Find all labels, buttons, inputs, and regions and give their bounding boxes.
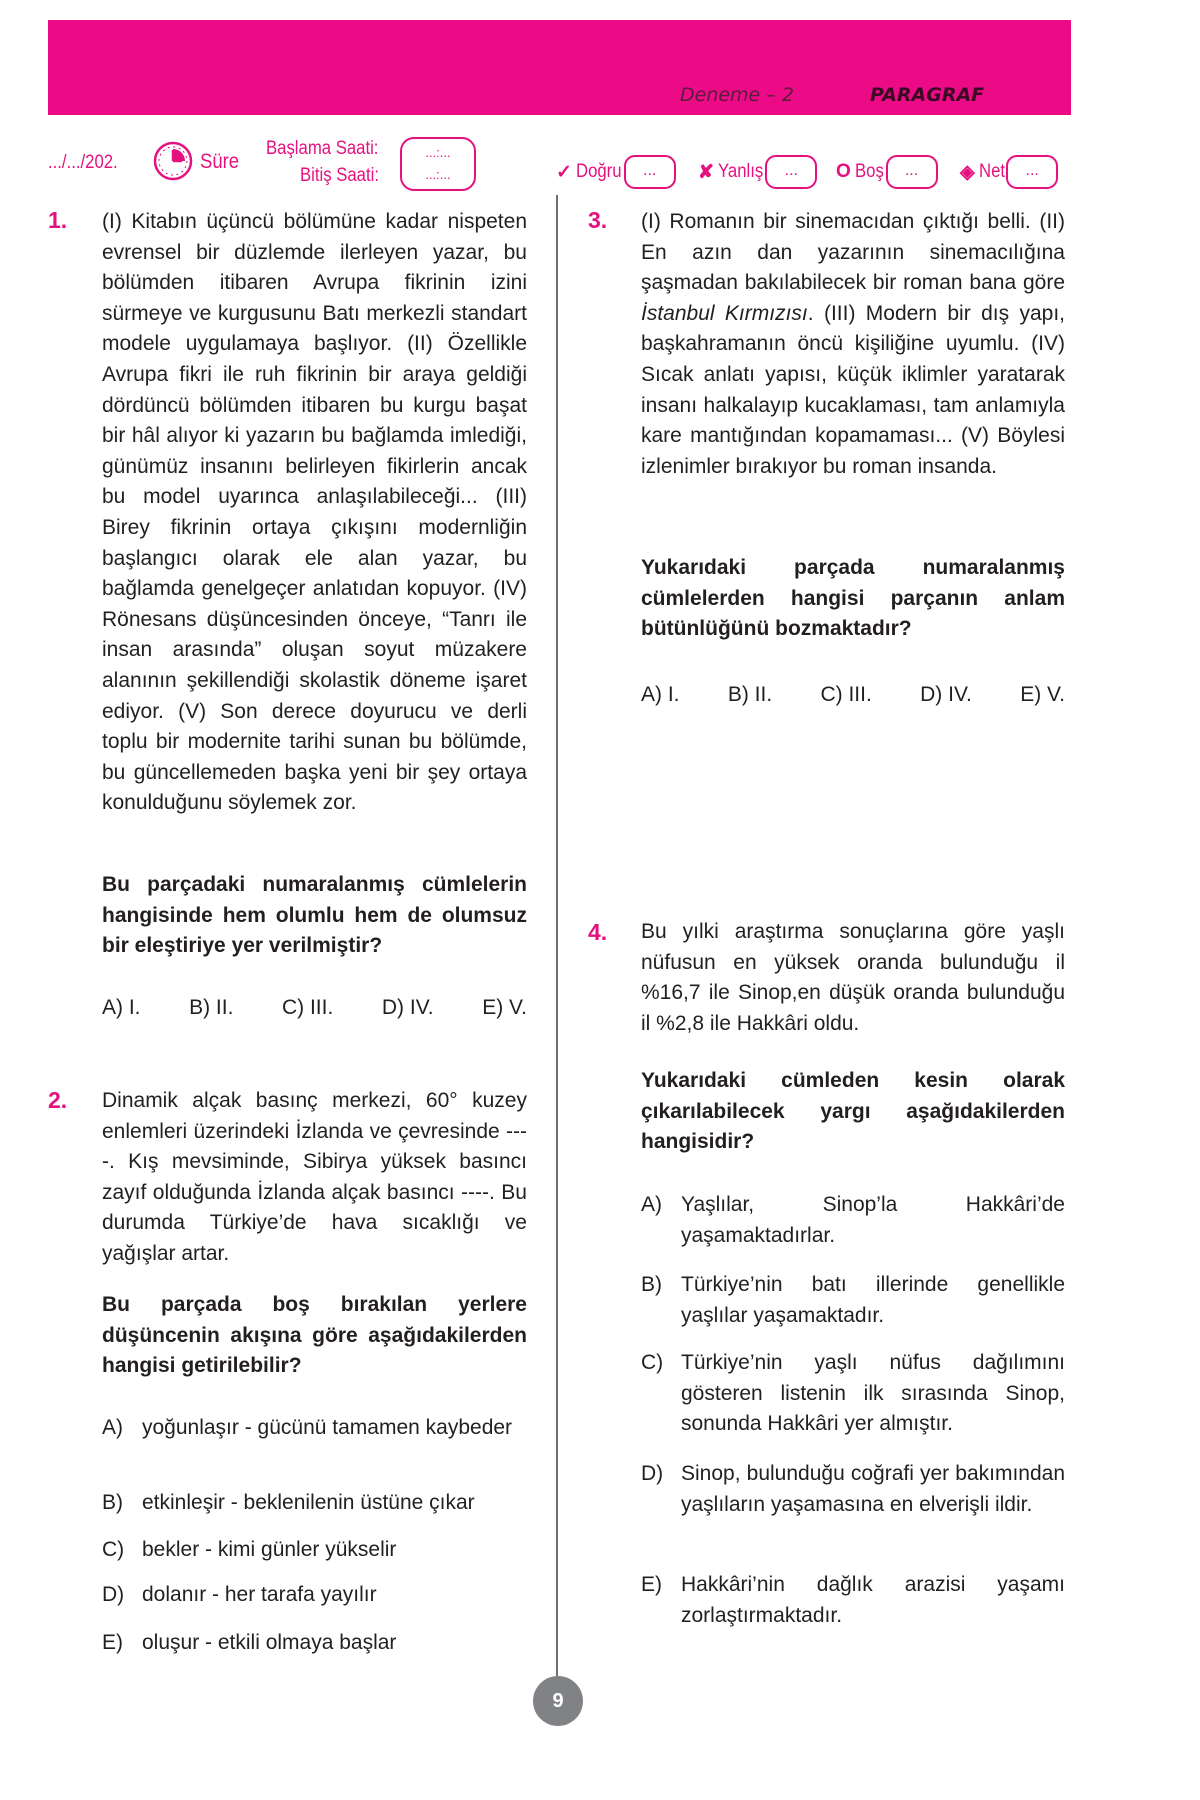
check-icon: ✓: [556, 161, 572, 183]
option-letter: E): [641, 1573, 662, 1596]
clock-icon: [152, 140, 194, 182]
empty-label: Boş: [854, 161, 884, 182]
end-time-label: Bitiş Saati:: [300, 165, 379, 186]
option-text: Türkiye’nin batı illerinde genellikle yaşlılar yaşamaktadır.: [681, 1273, 1065, 1327]
option-d[interactable]: D) IV.: [920, 683, 972, 706]
option-text: Yaşlılar, Sinop’la Hakkâri’de yaşamaktadırlar.: [681, 1193, 1065, 1247]
question-stem: Yukarıdaki parçada numaralanmış cümlelerden hangisi parçanın anlam bütünlüğünü bozmaktadır?: [641, 556, 1065, 641]
answer-options: [102, 996, 527, 1020]
circle-icon: O: [836, 161, 851, 182]
wrong-count-box[interactable]: ...: [765, 155, 817, 189]
net-count-box[interactable]: ...: [1006, 155, 1058, 189]
option-letter: D): [102, 1583, 125, 1606]
option-text: oluşur - etkili olmaya başlar: [142, 1631, 397, 1654]
correct-label: Doğru: [575, 161, 622, 182]
option-c[interactable]: [641, 1348, 1065, 1440]
question-number: 1.: [48, 207, 68, 233]
cross-icon: ✘: [698, 161, 714, 183]
option-text: Hakkâri’nin dağlık arazisi yaşamı zorlaştırmaktadır.: [681, 1573, 1065, 1627]
question-stem: Bu parçadaki numaralanmış cümlelerin hangisinde hem olumlu hem de olumsuz bir eleştiriye yer verilmiştir?: [102, 873, 527, 958]
score-correct: [556, 153, 676, 191]
option-text: etkinleşir - beklenilenin üstüne çıkar: [142, 1491, 475, 1514]
option-letter: A): [102, 1416, 123, 1439]
option-d[interactable]: [641, 1459, 1065, 1520]
option-e[interactable]: E) V.: [482, 996, 527, 1019]
option-b[interactable]: [102, 1488, 527, 1519]
option-letter: D): [641, 1462, 664, 1485]
option-e[interactable]: [102, 1628, 527, 1659]
option-d[interactable]: [102, 1580, 527, 1611]
novel-title: İstanbul Kırmızısı: [641, 301, 808, 325]
end-time-field[interactable]: ...:...: [425, 167, 451, 182]
option-letter: A): [641, 1193, 662, 1216]
question-stem: Bu parçada boş bırakılan yerlere düşüncenin akışına göre aşağıdakilerden hangisi getirilebilir?: [102, 1293, 527, 1378]
question-paragraph: Dinamik alçak basınç merkezi, 60° kuzey enlemleri üzerindeki İzlanda ve çevresinde ----. Kış mevsiminde, Sibirya yüksek basıncı zayıf olduğunda İzlanda alçak basıncı ----. Bu durumda Türkiye’de hava sıcaklığı ve yağışlar artar.: [102, 1089, 527, 1265]
question-number: 2.: [48, 1087, 68, 1113]
option-letter: C): [102, 1538, 125, 1561]
net-icon: ◈: [960, 161, 975, 183]
start-time-field[interactable]: ...:...: [425, 145, 451, 160]
correct-count-box[interactable]: ...: [624, 155, 676, 189]
option-letter: B): [102, 1491, 123, 1514]
net-label: Net: [978, 161, 1005, 182]
question-stem: Yukarıdaki cümleden kesin olarak çıkarılabilecek yargı aşağıdakilerden hangisidir?: [641, 1069, 1065, 1154]
empty-count-box[interactable]: ...: [886, 155, 938, 189]
question-paragraph: [641, 207, 1065, 482]
option-e[interactable]: [641, 1570, 1065, 1631]
option-b[interactable]: B) II.: [189, 996, 234, 1019]
score-empty: [836, 153, 938, 191]
topic-label: PARAGRAF: [870, 84, 985, 106]
date-field: .../.../202.: [48, 152, 118, 173]
option-text: dolanır - her tarafa yayılır: [142, 1583, 377, 1606]
score-wrong: [698, 153, 817, 191]
option-c[interactable]: [102, 1535, 527, 1566]
column-divider: [556, 195, 558, 1690]
duration-label: Süre: [200, 150, 240, 173]
option-a[interactable]: A) I.: [102, 996, 141, 1019]
option-b[interactable]: B) II.: [727, 683, 773, 706]
option-b[interactable]: [641, 1270, 1065, 1331]
page-number: 9: [533, 1676, 583, 1726]
option-letter: C): [641, 1351, 664, 1374]
option-text: Sinop, bulunduğu coğrafi yer bakımından yaşlıların yaşamasına en elverişli ildir.: [681, 1462, 1065, 1516]
paragraph-text-part: (I) Romanın bir sinemacıdan çıktığı belli. (II) En azın dan yazarının sinemacılığına şaşmadan bakılabilecek bir roman bana göre: [641, 210, 1065, 295]
time-entry-box[interactable]: [400, 137, 476, 191]
question-paragraph: (I) Kitabın üçüncü bölümüne kadar nispeten evrensel bir düzlemde ilerleyen yazar, bu bölümden itibaren Avrupa fikrinin izini sürmeye ve kurgusunu Batı merkezli standart modele uygulamaya başlıyor. (II) Özellikle Avrupa fikri ile ruh fikrinin bir araya geldiği dördüncü bölümden itibaren bu kurgu başat bir hâl alıyor ki yazarın bu bağlamda imlediği, günümüz insanını belirleyen fikirlerin ancak bu model uyarınca anlaşılabileceği... (III) Birey fikrinin ortaya çıkışını modernliğin başlangıcı olarak ele alan yazar, bu bağlamda genelgeçer anlatıdan kopuyor. (IV) Rönesans düşüncesinden önceye, “Tanrı ile insan arasında” oluşan soyut müzakere alanının şekillendiği skolastik döneme işaret ediyor. (V) Son derece doyurucu ve derli toplu bir modernite tarihi sunan bu bölümde, bu güncellemeden başka yeni bir şey ortaya konulduğunu söylemek zor.: [102, 210, 527, 815]
paragraph-text-part: . (III) Modern bir dış yapı, başkahramanın öncü kişiliğine uyumlu. (IV) Sıcak anlatı yapısı, küçük iklimler yaratarak insanı halkalayıp kucaklaması, tam anlamıyla kare mantığından kopamaması... (V) Böylesi izlenimler bırakıyor bu roman insanda.: [641, 301, 1065, 478]
score-net: [960, 153, 1058, 191]
option-text: bekler - kimi günler yükselir: [142, 1538, 397, 1561]
question-number: 4.: [588, 919, 608, 945]
option-a[interactable]: A) I.: [641, 683, 680, 706]
option-letter: B): [641, 1273, 662, 1296]
option-a[interactable]: [641, 1190, 1065, 1251]
option-e[interactable]: E) V.: [1020, 683, 1065, 706]
option-letter: E): [102, 1631, 123, 1654]
option-c[interactable]: C) III.: [820, 683, 872, 706]
question-number: 3.: [588, 207, 608, 233]
answer-options: [641, 683, 1065, 707]
option-d[interactable]: D) IV.: [381, 996, 434, 1019]
option-text: Türkiye’nin yaşlı nüfus dağılımını gösteren listenin ilk sırasında Sinop, sonunda Hakkâri yer almıştır.: [681, 1351, 1065, 1436]
option-a[interactable]: [102, 1413, 527, 1444]
question-paragraph: Bu yılki araştırma sonuçlarına göre yaşlı nüfusun en yüksek oranda bulunduğu il %16,7 ile Sinop,en düşük oranda bulunduğu il %2,8 ile Hakkâri oldu.: [641, 920, 1065, 1035]
start-time-label: Başlama Saati:: [266, 138, 379, 159]
test-label: Deneme – 2: [680, 84, 794, 106]
option-text: yoğunlaşır - gücünü tamamen kaybeder: [142, 1416, 513, 1439]
wrong-label: Yanlış: [717, 161, 764, 182]
option-c[interactable]: C) III.: [281, 996, 334, 1019]
